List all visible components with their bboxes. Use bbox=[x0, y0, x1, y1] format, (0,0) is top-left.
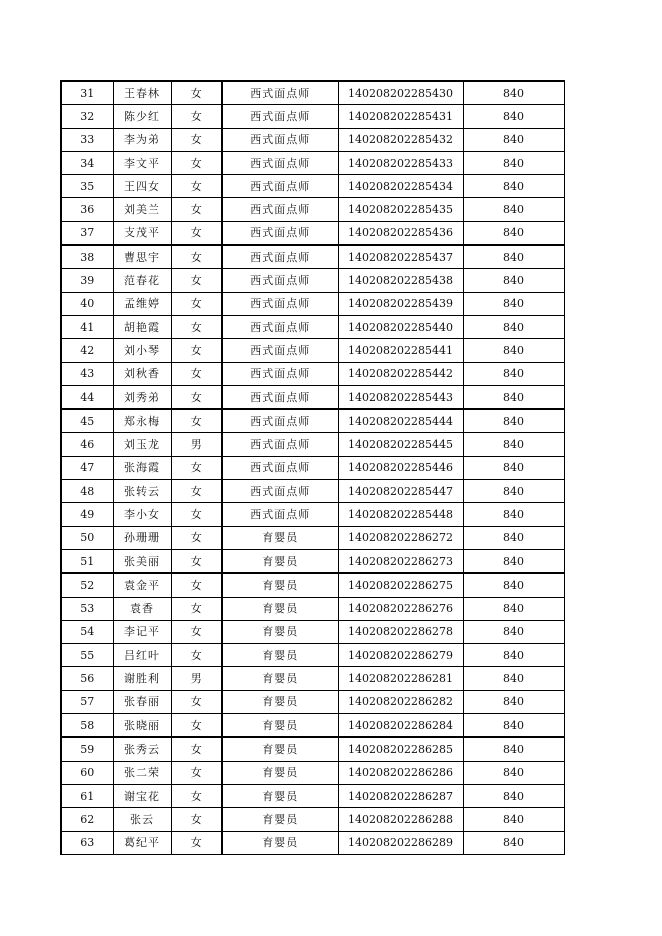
row-number-cell: 57 bbox=[61, 690, 113, 713]
gender-cell: 女 bbox=[171, 456, 222, 479]
occupation-cell: 西式面点师 bbox=[222, 221, 338, 245]
certificate-number-cell: 140208202286276 bbox=[338, 597, 463, 620]
row-number-cell: 62 bbox=[61, 808, 113, 831]
table-row bbox=[61, 456, 564, 479]
gender-cell: 女 bbox=[171, 503, 222, 526]
person-name-cell: 李为弟 bbox=[113, 128, 171, 151]
occupation-cell: 西式面点师 bbox=[222, 292, 338, 315]
table-row bbox=[61, 503, 564, 526]
occupation-cell: 育婴员 bbox=[222, 808, 338, 831]
occupation-cell: 西式面点师 bbox=[222, 362, 338, 385]
gender-cell: 女 bbox=[171, 198, 222, 221]
subsidy-amount-cell: 840 bbox=[463, 549, 564, 573]
certificate-number-cell: 140208202285447 bbox=[338, 480, 463, 503]
subsidy-amount-cell: 840 bbox=[463, 667, 564, 690]
gender-cell: 女 bbox=[171, 573, 222, 597]
subsidy-amount-cell: 840 bbox=[463, 81, 564, 105]
certificate-number-cell: 140208202286288 bbox=[338, 808, 463, 831]
certificate-number-cell: 140208202286284 bbox=[338, 714, 463, 738]
person-name-cell: 袁金平 bbox=[113, 573, 171, 597]
subsidy-amount-cell: 840 bbox=[463, 362, 564, 385]
certificate-number-cell: 140208202285442 bbox=[338, 362, 463, 385]
subsidy-amount-cell: 840 bbox=[463, 292, 564, 315]
certificate-number-cell: 140208202286275 bbox=[338, 573, 463, 597]
certificate-number-cell: 140208202285437 bbox=[338, 245, 463, 269]
table-row bbox=[61, 245, 564, 269]
certificate-number-cell: 140208202286273 bbox=[338, 549, 463, 573]
occupation-cell: 育婴员 bbox=[222, 784, 338, 807]
occupation-cell: 西式面点师 bbox=[222, 245, 338, 269]
subsidy-amount-cell: 840 bbox=[463, 198, 564, 221]
person-name-cell: 曹思宇 bbox=[113, 245, 171, 269]
subsidy-amount-cell: 840 bbox=[463, 315, 564, 338]
subsidy-amount-cell: 840 bbox=[463, 573, 564, 597]
occupation-cell: 西式面点师 bbox=[222, 385, 338, 409]
person-name-cell: 李记平 bbox=[113, 620, 171, 643]
occupation-cell: 育婴员 bbox=[222, 737, 338, 761]
table-row bbox=[61, 480, 564, 503]
person-name-cell: 孟维婷 bbox=[113, 292, 171, 315]
subsidy-amount-cell: 840 bbox=[463, 644, 564, 667]
person-name-cell: 张转云 bbox=[113, 480, 171, 503]
certificate-number-cell: 140208202285436 bbox=[338, 221, 463, 245]
gender-cell: 女 bbox=[171, 292, 222, 315]
gender-cell: 女 bbox=[171, 737, 222, 761]
table-row bbox=[61, 221, 564, 245]
gender-cell: 男 bbox=[171, 667, 222, 690]
gender-cell: 女 bbox=[171, 549, 222, 573]
certificate-number-cell: 140208202285435 bbox=[338, 198, 463, 221]
occupation-cell: 西式面点师 bbox=[222, 503, 338, 526]
gender-cell: 女 bbox=[171, 269, 222, 292]
table-row bbox=[61, 269, 564, 292]
subsidy-amount-cell: 840 bbox=[463, 151, 564, 174]
subsidy-amount-cell: 840 bbox=[463, 433, 564, 456]
certificate-number-cell: 140208202286286 bbox=[338, 761, 463, 784]
certificate-number-cell: 140208202285439 bbox=[338, 292, 463, 315]
gender-cell: 女 bbox=[171, 620, 222, 643]
occupation-cell: 西式面点师 bbox=[222, 456, 338, 479]
person-name-cell: 李文平 bbox=[113, 151, 171, 174]
gender-cell: 女 bbox=[171, 385, 222, 409]
row-number-cell: 37 bbox=[61, 221, 113, 245]
table-row bbox=[61, 690, 564, 713]
occupation-cell: 西式面点师 bbox=[222, 175, 338, 198]
table-row bbox=[61, 737, 564, 761]
row-number-cell: 35 bbox=[61, 175, 113, 198]
table-row bbox=[61, 385, 564, 409]
table-row bbox=[61, 620, 564, 643]
row-number-cell: 34 bbox=[61, 151, 113, 174]
occupation-cell: 西式面点师 bbox=[222, 128, 338, 151]
subsidy-amount-cell: 840 bbox=[463, 339, 564, 362]
gender-cell: 女 bbox=[171, 644, 222, 667]
table-row bbox=[61, 128, 564, 151]
table-row bbox=[61, 175, 564, 198]
person-name-cell: 李小女 bbox=[113, 503, 171, 526]
table-row bbox=[61, 292, 564, 315]
gender-cell: 女 bbox=[171, 409, 222, 433]
certificate-number-cell: 140208202286289 bbox=[338, 831, 463, 854]
person-name-cell: 范春花 bbox=[113, 269, 171, 292]
occupation-cell: 西式面点师 bbox=[222, 409, 338, 433]
certificate-number-cell: 140208202285433 bbox=[338, 151, 463, 174]
subsidy-amount-cell: 840 bbox=[463, 761, 564, 784]
gender-cell: 女 bbox=[171, 761, 222, 784]
row-number-cell: 52 bbox=[61, 573, 113, 597]
certificate-number-cell: 140208202285443 bbox=[338, 385, 463, 409]
certificate-number-cell: 140208202285430 bbox=[338, 81, 463, 105]
table-row bbox=[61, 667, 564, 690]
certificate-number-cell: 140208202285438 bbox=[338, 269, 463, 292]
table-row bbox=[61, 597, 564, 620]
occupation-cell: 育婴员 bbox=[222, 620, 338, 643]
row-number-cell: 49 bbox=[61, 503, 113, 526]
occupation-cell: 育婴员 bbox=[222, 690, 338, 713]
row-number-cell: 42 bbox=[61, 339, 113, 362]
gender-cell: 女 bbox=[171, 784, 222, 807]
table-row bbox=[61, 761, 564, 784]
occupation-cell: 西式面点师 bbox=[222, 433, 338, 456]
gender-cell: 女 bbox=[171, 526, 222, 549]
gender-cell: 女 bbox=[171, 81, 222, 105]
subsidy-amount-cell: 840 bbox=[463, 526, 564, 549]
row-number-cell: 59 bbox=[61, 737, 113, 761]
subsidy-amount-cell: 840 bbox=[463, 175, 564, 198]
row-number-cell: 55 bbox=[61, 644, 113, 667]
occupation-cell: 西式面点师 bbox=[222, 315, 338, 338]
subsidy-amount-cell: 840 bbox=[463, 737, 564, 761]
row-number-cell: 60 bbox=[61, 761, 113, 784]
subsidy-amount-cell: 840 bbox=[463, 269, 564, 292]
certificate-number-cell: 140208202286272 bbox=[338, 526, 463, 549]
gender-cell: 女 bbox=[171, 221, 222, 245]
person-name-cell: 谢胜利 bbox=[113, 667, 171, 690]
certificate-number-cell: 140208202286281 bbox=[338, 667, 463, 690]
row-number-cell: 39 bbox=[61, 269, 113, 292]
occupation-cell: 西式面点师 bbox=[222, 105, 338, 128]
certificate-number-cell: 140208202285441 bbox=[338, 339, 463, 362]
table-row bbox=[61, 409, 564, 433]
row-number-cell: 51 bbox=[61, 549, 113, 573]
person-name-cell: 张云 bbox=[113, 808, 171, 831]
gender-cell: 男 bbox=[171, 433, 222, 456]
person-name-cell: 张晓丽 bbox=[113, 714, 171, 738]
row-number-cell: 53 bbox=[61, 597, 113, 620]
occupation-cell: 西式面点师 bbox=[222, 339, 338, 362]
person-name-cell: 张秀云 bbox=[113, 737, 171, 761]
gender-cell: 女 bbox=[171, 690, 222, 713]
table-row bbox=[61, 526, 564, 549]
row-number-cell: 33 bbox=[61, 128, 113, 151]
gender-cell: 女 bbox=[171, 245, 222, 269]
occupation-cell: 西式面点师 bbox=[222, 480, 338, 503]
gender-cell: 女 bbox=[171, 831, 222, 854]
table-row bbox=[61, 808, 564, 831]
certificate-number-cell: 140208202286282 bbox=[338, 690, 463, 713]
gender-cell: 女 bbox=[171, 480, 222, 503]
gender-cell: 女 bbox=[171, 339, 222, 362]
subsidy-amount-cell: 840 bbox=[463, 128, 564, 151]
person-name-cell: 张美丽 bbox=[113, 549, 171, 573]
occupation-cell: 西式面点师 bbox=[222, 198, 338, 221]
person-name-cell: 陈少红 bbox=[113, 105, 171, 128]
occupation-cell: 育婴员 bbox=[222, 831, 338, 854]
gender-cell: 女 bbox=[171, 105, 222, 128]
row-number-cell: 36 bbox=[61, 198, 113, 221]
table-row bbox=[61, 573, 564, 597]
occupation-cell: 育婴员 bbox=[222, 644, 338, 667]
gender-cell: 女 bbox=[171, 714, 222, 738]
row-number-cell: 56 bbox=[61, 667, 113, 690]
certificate-number-cell: 140208202285440 bbox=[338, 315, 463, 338]
gender-cell: 女 bbox=[171, 175, 222, 198]
certificate-number-cell: 140208202285448 bbox=[338, 503, 463, 526]
row-number-cell: 38 bbox=[61, 245, 113, 269]
subsidy-amount-cell: 840 bbox=[463, 808, 564, 831]
person-name-cell: 王四女 bbox=[113, 175, 171, 198]
certificate-number-cell: 140208202285445 bbox=[338, 433, 463, 456]
person-name-cell: 谢宝花 bbox=[113, 784, 171, 807]
subsidy-amount-cell: 840 bbox=[463, 105, 564, 128]
table-row bbox=[61, 362, 564, 385]
table-row bbox=[61, 105, 564, 128]
person-name-cell: 袁香 bbox=[113, 597, 171, 620]
certificate-number-cell: 140208202286287 bbox=[338, 784, 463, 807]
table-row bbox=[61, 831, 564, 854]
certificate-number-cell: 140208202285431 bbox=[338, 105, 463, 128]
occupation-cell: 西式面点师 bbox=[222, 269, 338, 292]
occupation-cell: 西式面点师 bbox=[222, 151, 338, 174]
table-row bbox=[61, 339, 564, 362]
row-number-cell: 63 bbox=[61, 831, 113, 854]
person-name-cell: 吕红叶 bbox=[113, 644, 171, 667]
subsidy-amount-cell: 840 bbox=[463, 503, 564, 526]
person-name-cell: 支茂平 bbox=[113, 221, 171, 245]
occupation-cell: 西式面点师 bbox=[222, 81, 338, 105]
table-row bbox=[61, 151, 564, 174]
certificate-number-cell: 140208202286285 bbox=[338, 737, 463, 761]
subsidy-amount-cell: 840 bbox=[463, 385, 564, 409]
table-row bbox=[61, 81, 564, 105]
person-name-cell: 郑永梅 bbox=[113, 409, 171, 433]
certificate-number-cell: 140208202286278 bbox=[338, 620, 463, 643]
row-number-cell: 54 bbox=[61, 620, 113, 643]
gender-cell: 女 bbox=[171, 362, 222, 385]
row-number-cell: 48 bbox=[61, 480, 113, 503]
certificate-number-cell: 140208202286279 bbox=[338, 644, 463, 667]
subsidy-amount-cell: 840 bbox=[463, 409, 564, 433]
table-row bbox=[61, 433, 564, 456]
occupation-cell: 育婴员 bbox=[222, 761, 338, 784]
row-number-cell: 31 bbox=[61, 81, 113, 105]
row-number-cell: 61 bbox=[61, 784, 113, 807]
certificate-number-cell: 140208202285446 bbox=[338, 456, 463, 479]
certificate-number-cell: 140208202285444 bbox=[338, 409, 463, 433]
row-number-cell: 40 bbox=[61, 292, 113, 315]
person-name-cell: 孙珊珊 bbox=[113, 526, 171, 549]
subsidy-amount-cell: 840 bbox=[463, 714, 564, 738]
table-row bbox=[61, 198, 564, 221]
occupation-cell: 育婴员 bbox=[222, 714, 338, 738]
subsidy-amount-cell: 840 bbox=[463, 456, 564, 479]
gender-cell: 女 bbox=[171, 315, 222, 338]
person-name-cell: 刘秀弟 bbox=[113, 385, 171, 409]
row-number-cell: 44 bbox=[61, 385, 113, 409]
subsidy-amount-cell: 840 bbox=[463, 480, 564, 503]
roster-table-body bbox=[61, 81, 564, 854]
person-name-cell: 张海霞 bbox=[113, 456, 171, 479]
row-number-cell: 45 bbox=[61, 409, 113, 433]
person-name-cell: 刘玉龙 bbox=[113, 433, 171, 456]
subsidy-amount-cell: 840 bbox=[463, 831, 564, 854]
subsidy-amount-cell: 840 bbox=[463, 690, 564, 713]
row-number-cell: 46 bbox=[61, 433, 113, 456]
gender-cell: 女 bbox=[171, 808, 222, 831]
table-row bbox=[61, 714, 564, 738]
subsidy-amount-cell: 840 bbox=[463, 784, 564, 807]
row-number-cell: 50 bbox=[61, 526, 113, 549]
person-name-cell: 刘小琴 bbox=[113, 339, 171, 362]
row-number-cell: 41 bbox=[61, 315, 113, 338]
subsidy-amount-cell: 840 bbox=[463, 597, 564, 620]
occupation-cell: 育婴员 bbox=[222, 597, 338, 620]
row-number-cell: 32 bbox=[61, 105, 113, 128]
subsidy-amount-cell: 840 bbox=[463, 620, 564, 643]
occupation-cell: 育婴员 bbox=[222, 573, 338, 597]
occupation-cell: 育婴员 bbox=[222, 549, 338, 573]
occupation-cell: 育婴员 bbox=[222, 667, 338, 690]
row-number-cell: 43 bbox=[61, 362, 113, 385]
table-row bbox=[61, 315, 564, 338]
person-name-cell: 胡艳霞 bbox=[113, 315, 171, 338]
person-name-cell: 张二荣 bbox=[113, 761, 171, 784]
gender-cell: 女 bbox=[171, 597, 222, 620]
row-number-cell: 47 bbox=[61, 456, 113, 479]
table-row bbox=[61, 549, 564, 573]
table-row bbox=[61, 644, 564, 667]
row-number-cell: 58 bbox=[61, 714, 113, 738]
gender-cell: 女 bbox=[171, 128, 222, 151]
roster-table bbox=[60, 80, 565, 855]
table-row bbox=[61, 784, 564, 807]
person-name-cell: 张春丽 bbox=[113, 690, 171, 713]
gender-cell: 女 bbox=[171, 151, 222, 174]
subsidy-amount-cell: 840 bbox=[463, 221, 564, 245]
person-name-cell: 刘美兰 bbox=[113, 198, 171, 221]
person-name-cell: 王春林 bbox=[113, 81, 171, 105]
occupation-cell: 育婴员 bbox=[222, 526, 338, 549]
certificate-number-cell: 140208202285432 bbox=[338, 128, 463, 151]
person-name-cell: 葛纪平 bbox=[113, 831, 171, 854]
subsidy-amount-cell: 840 bbox=[463, 245, 564, 269]
person-name-cell: 刘秋香 bbox=[113, 362, 171, 385]
certificate-number-cell: 140208202285434 bbox=[338, 175, 463, 198]
